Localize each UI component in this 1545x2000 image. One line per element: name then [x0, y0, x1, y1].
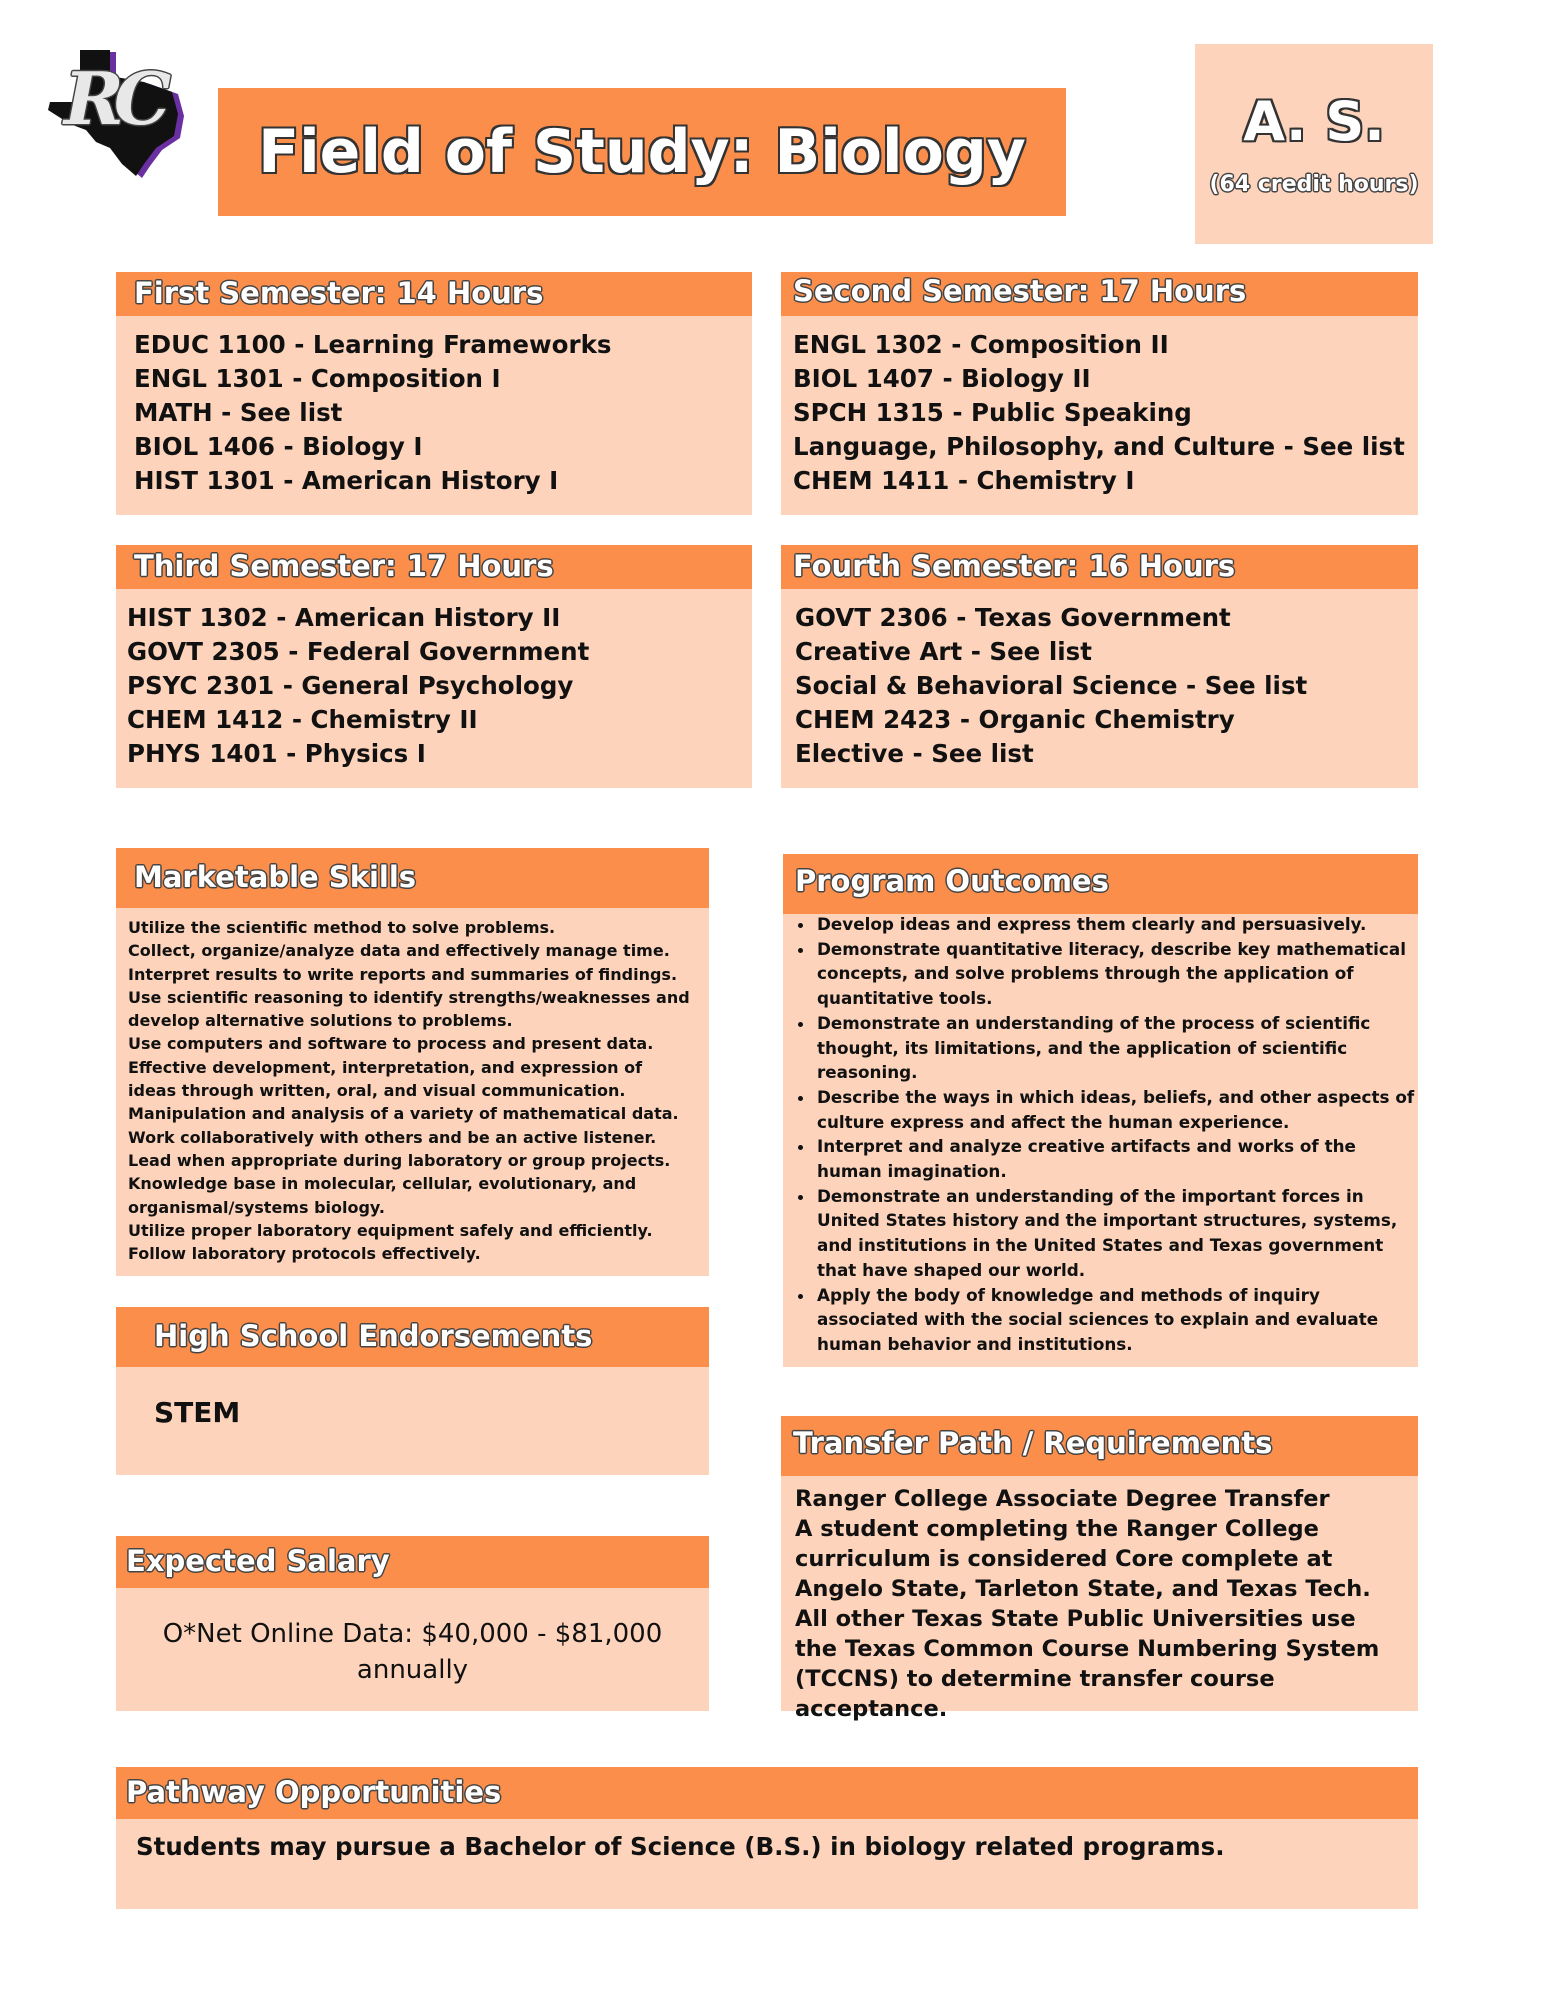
- transfer-panel: [781, 1416, 1418, 1722]
- salary-title: Expected Salary: [126, 1544, 390, 1578]
- skill-item: Work collaboratively with others and be an active listener.: [128, 1127, 657, 1147]
- outcome-item: • Interpret and analyze creative artifacts and works of the human imagination.: [815, 1134, 1421, 1183]
- course-item: PHYS 1401 - Physics I: [127, 739, 426, 768]
- skill-item: Manipulation and analysis of a variety of mathematical data.: [128, 1104, 679, 1124]
- second-semester-panel: [781, 272, 1418, 515]
- course-item: PSYC 2301 - General Psychology: [127, 671, 574, 700]
- degree-type: A. S.: [1243, 90, 1385, 153]
- first-semester-courses: [134, 328, 611, 498]
- marketable-skills-title: Marketable Skills: [134, 860, 417, 894]
- outcome-item: • Demonstrate quantitative literacy, describe key mathematical concepts, and solve problems through the application of quantitative tools.: [815, 937, 1421, 1011]
- skill-item: Use computers and software to process and present data.: [128, 1034, 654, 1054]
- third-semester-title: Third Semester: 17 Hours: [134, 549, 554, 583]
- course-item: MATH - See list: [134, 398, 343, 427]
- salary-value: O*Net Online Data: $40,000 - $81,000 annually: [162, 1619, 663, 1685]
- third-semester-courses: [127, 601, 589, 771]
- pathway-body: Students may pursue a Bachelor of Science (B.S.) in biology related programs.: [136, 1832, 1225, 1861]
- marketable-skills-panel: [116, 848, 709, 1276]
- course-item: CHEM 1412 - Chemistry II: [127, 705, 478, 734]
- transfer-title: Transfer Path / Requirements: [793, 1426, 1273, 1460]
- second-semester-title: Second Semester: 17 Hours: [793, 274, 1247, 308]
- transfer-heading: Ranger College Associate Degree Transfer: [795, 1486, 1330, 1512]
- course-item: CHEM 2423 - Organic Chemistry: [795, 705, 1235, 734]
- transfer-body: A student completing the Ranger College curriculum is considered Core complete at Angelo State, Tarleton State, and Texas Tech. All other Texas State Public Universities use the Texas Common Course Numbering System (TCCNS) to determine transfer course acceptance.: [795, 1516, 1380, 1722]
- third-semester-panel: [116, 545, 752, 788]
- program-outcomes-panel: [783, 854, 1418, 1367]
- course-item: ENGL 1302 - Composition II: [793, 330, 1169, 359]
- program-outcomes-title: Program Outcomes: [795, 864, 1109, 898]
- pathway-title: Pathway Opportunities: [126, 1775, 502, 1809]
- course-item: CHEM 1411 - Chemistry I: [793, 466, 1135, 495]
- college-logo: [46, 46, 191, 181]
- skill-item: Utilize proper laboratory equipment safely and efficiently.: [128, 1220, 653, 1240]
- fourth-semester-title: Fourth Semester: 16 Hours: [793, 549, 1236, 583]
- course-item: BIOL 1406 - Biology I: [134, 432, 423, 461]
- course-item: GOVT 2306 - Texas Government: [795, 603, 1231, 632]
- skill-item: Utilize the scientific method to solve problems.: [128, 918, 556, 937]
- course-item: Creative Art - See list: [795, 637, 1092, 666]
- course-item: BIOL 1407 - Biology II: [793, 364, 1091, 393]
- skill-item: Collect, organize/analyze data and effectively manage time.: [128, 941, 670, 961]
- skill-item: Effective development, interpretation, and expression of ideas through written, oral, and visual communication.: [128, 1057, 643, 1101]
- second-semester-courses: [793, 328, 1405, 498]
- logo-lettering: RC: [64, 56, 162, 141]
- course-item: EDUC 1100 - Learning Frameworks: [134, 330, 612, 359]
- skill-item: Interpret results to write reports and summaries of findings.: [128, 964, 678, 984]
- first-semester-title: First Semester: 14 Hours: [134, 276, 544, 310]
- credit-hours: (64 credit hours): [1209, 172, 1419, 197]
- course-item: HIST 1302 - American History II: [127, 603, 561, 632]
- outcome-item: • Demonstrate an understanding of the important forces in United States history and the important structures, systems, and institutions in the United States and Texas government that have shaped our world.: [815, 1184, 1421, 1283]
- course-item: Social & Behavioral Science - See list: [795, 671, 1308, 700]
- skill-item: Use scientific reasoning to identify strengths/weaknesses and develop alternative solutions to problems.: [128, 987, 690, 1031]
- outcome-item: • Describe the ways in which ideas, beliefs, and other aspects of culture express and affect the human experience.: [815, 1085, 1421, 1134]
- marketable-skills-list: [128, 916, 693, 1265]
- skill-item: Follow laboratory protocols effectively.: [128, 1244, 481, 1264]
- endorsement-value: STEM: [154, 1396, 241, 1429]
- course-item: SPCH 1315 - Public Speaking: [793, 398, 1192, 427]
- endorsements-panel: [116, 1307, 709, 1475]
- program-outcomes-list: [787, 912, 1421, 1357]
- fourth-semester-courses: [795, 601, 1307, 771]
- fourth-semester-panel: [781, 545, 1418, 788]
- course-item: Language, Philosophy, and Culture - See list: [793, 432, 1405, 461]
- outcome-item: • Apply the body of knowledge and methods of inquiry associated with the social sciences to explain and evaluate human behavior and institutions.: [815, 1283, 1421, 1357]
- page-title: Field of Study: Biology: [258, 117, 1026, 187]
- endorsements-title: High School Endorsements: [154, 1319, 593, 1353]
- course-item: GOVT 2305 - Federal Government: [127, 637, 590, 666]
- salary-panel: [116, 1536, 709, 1711]
- course-item: ENGL 1301 - Composition I: [134, 364, 501, 393]
- course-item: HIST 1301 - American History I: [134, 466, 559, 495]
- course-item: Elective - See list: [795, 739, 1034, 768]
- skill-item: Knowledge base in molecular, cellular, evolutionary, and organismal/systems biology.: [128, 1174, 637, 1217]
- outcome-item: • Develop ideas and express them clearly and persuasively.: [815, 912, 1421, 937]
- outcome-item: • Demonstrate an understanding of the process of scientific thought, its limitations, and the application of scientific reasoning.: [815, 1011, 1421, 1085]
- pathway-panel: [116, 1767, 1418, 1909]
- skill-item: Lead when appropriate during laboratory or group projects.: [128, 1150, 671, 1170]
- first-semester-panel: [116, 272, 752, 515]
